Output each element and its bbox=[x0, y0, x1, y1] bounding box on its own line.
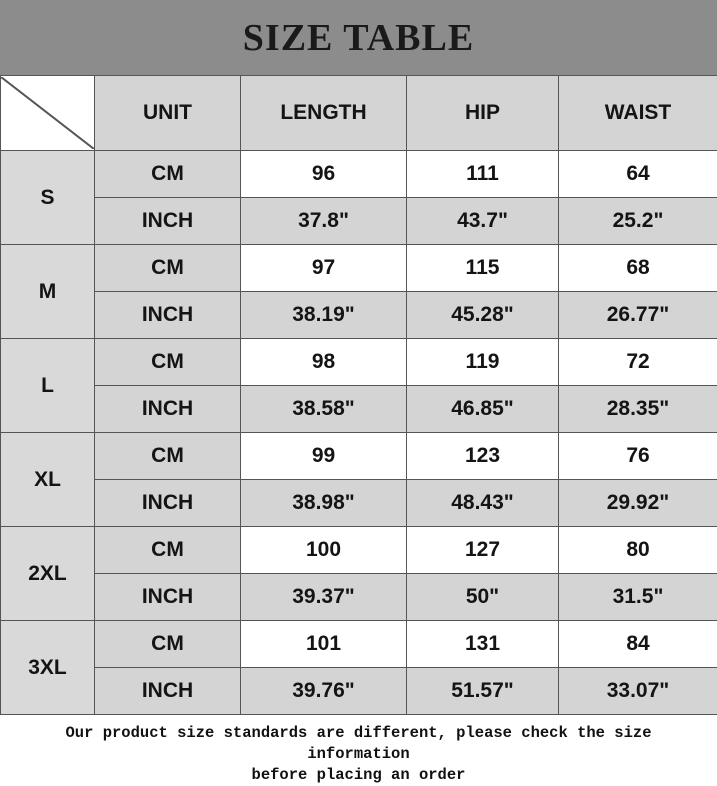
page-title: SIZE TABLE bbox=[243, 16, 474, 60]
table-row bbox=[1, 339, 717, 386]
waist-value: 26.77" bbox=[559, 292, 717, 339]
waist-value: 33.07" bbox=[559, 668, 717, 715]
size-label-l: L bbox=[1, 339, 95, 433]
unit-cell-cm: CM bbox=[95, 245, 241, 292]
hip-value: 51.57" bbox=[407, 668, 559, 715]
length-value: 100 bbox=[241, 527, 407, 574]
size-disclaimer-note bbox=[0, 715, 717, 786]
waist-value: 29.92" bbox=[559, 480, 717, 527]
waist-value: 68 bbox=[559, 245, 717, 292]
table-body bbox=[1, 151, 717, 715]
length-value: 96 bbox=[241, 151, 407, 198]
length-value: 101 bbox=[241, 621, 407, 668]
table-row bbox=[1, 574, 717, 621]
size-label-2xl: 2XL bbox=[1, 527, 95, 621]
table-row bbox=[1, 245, 717, 292]
hip-value: 123 bbox=[407, 433, 559, 480]
waist-value: 64 bbox=[559, 151, 717, 198]
waist-value: 76 bbox=[559, 433, 717, 480]
hip-value: 131 bbox=[407, 621, 559, 668]
hip-value: 111 bbox=[407, 151, 559, 198]
hip-value: 50" bbox=[407, 574, 559, 621]
length-value: 38.19" bbox=[241, 292, 407, 339]
unit-cell-inch: INCH bbox=[95, 386, 241, 433]
table-row bbox=[1, 198, 717, 245]
waist-value: 25.2" bbox=[559, 198, 717, 245]
unit-cell-inch: INCH bbox=[95, 292, 241, 339]
unit-cell-inch: INCH bbox=[95, 574, 241, 621]
table-row bbox=[1, 668, 717, 715]
unit-cell-cm: CM bbox=[95, 339, 241, 386]
length-value: 39.76" bbox=[241, 668, 407, 715]
diagonal-line-icon bbox=[1, 77, 94, 149]
length-value: 98 bbox=[241, 339, 407, 386]
table-row bbox=[1, 151, 717, 198]
length-value: 38.58" bbox=[241, 386, 407, 433]
waist-value: 80 bbox=[559, 527, 717, 574]
unit-cell-cm: CM bbox=[95, 621, 241, 668]
unit-cell-cm: CM bbox=[95, 527, 241, 574]
hip-value: 119 bbox=[407, 339, 559, 386]
hip-value: 43.7" bbox=[407, 198, 559, 245]
table-row bbox=[1, 433, 717, 480]
note-line-1: Our product size standards are different, please check the size information bbox=[66, 724, 652, 763]
waist-value: 28.35" bbox=[559, 386, 717, 433]
size-label-xl: XL bbox=[1, 433, 95, 527]
length-value: 37.8" bbox=[241, 198, 407, 245]
size-label-m: M bbox=[1, 245, 95, 339]
column-header-hip: HIP bbox=[407, 76, 559, 151]
hip-value: 46.85" bbox=[407, 386, 559, 433]
waist-value: 31.5" bbox=[559, 574, 717, 621]
table-row bbox=[1, 527, 717, 574]
waist-value: 72 bbox=[559, 339, 717, 386]
hip-value: 127 bbox=[407, 527, 559, 574]
table-row bbox=[1, 621, 717, 668]
length-value: 97 bbox=[241, 245, 407, 292]
hip-value: 115 bbox=[407, 245, 559, 292]
waist-value: 84 bbox=[559, 621, 717, 668]
title-bar bbox=[0, 0, 717, 75]
hip-value: 45.28" bbox=[407, 292, 559, 339]
unit-cell-inch: INCH bbox=[95, 668, 241, 715]
table-header-row bbox=[1, 76, 717, 151]
column-header-unit: UNIT bbox=[95, 76, 241, 151]
note-line-2: before placing an order bbox=[10, 765, 707, 786]
table-row bbox=[1, 386, 717, 433]
unit-cell-cm: CM bbox=[95, 151, 241, 198]
column-header-length: LENGTH bbox=[241, 76, 407, 151]
corner-diagonal-cell bbox=[1, 76, 95, 151]
unit-cell-cm: CM bbox=[95, 433, 241, 480]
size-label-3xl: 3XL bbox=[1, 621, 95, 715]
table-row bbox=[1, 292, 717, 339]
size-table bbox=[0, 75, 717, 715]
column-header-waist: WAIST bbox=[559, 76, 717, 151]
unit-cell-inch: INCH bbox=[95, 480, 241, 527]
table-row bbox=[1, 480, 717, 527]
size-label-s: S bbox=[1, 151, 95, 245]
table-head bbox=[1, 76, 717, 151]
length-value: 38.98" bbox=[241, 480, 407, 527]
unit-cell-inch: INCH bbox=[95, 198, 241, 245]
length-value: 99 bbox=[241, 433, 407, 480]
hip-value: 48.43" bbox=[407, 480, 559, 527]
length-value: 39.37" bbox=[241, 574, 407, 621]
